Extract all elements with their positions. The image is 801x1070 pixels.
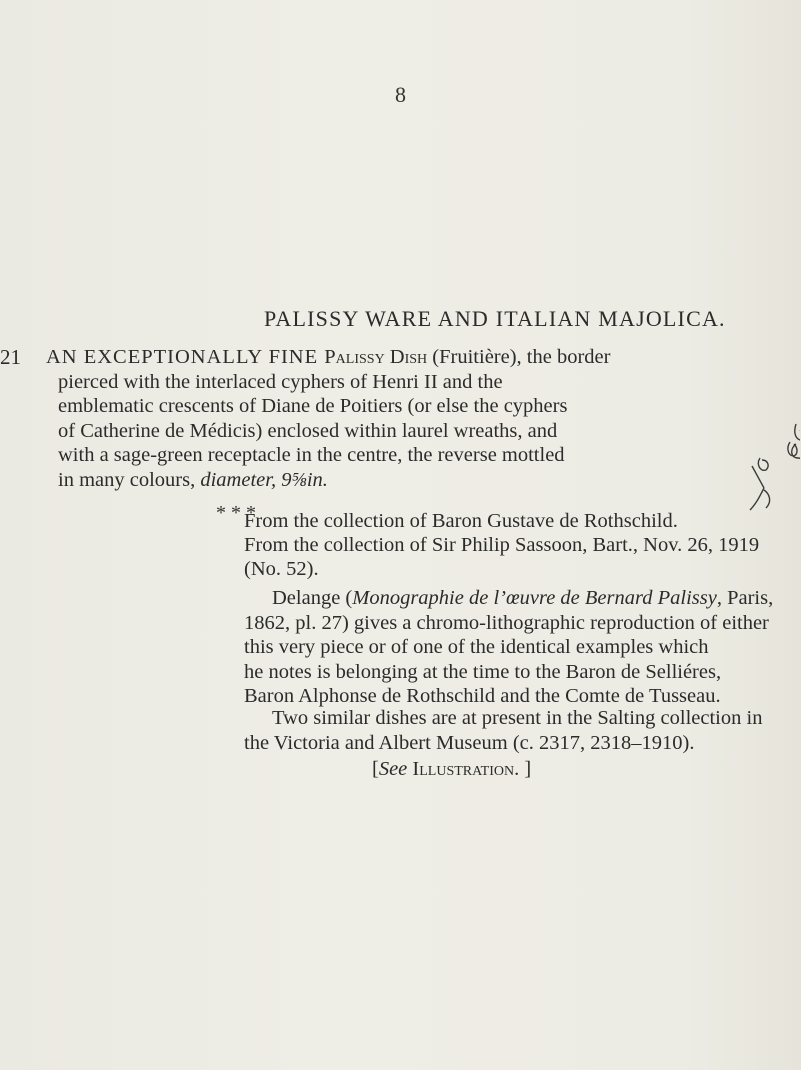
lot-number: 21 [0,345,21,369]
lot-heading: AN EXCEPTIONALLY FINE [46,346,325,368]
paragraph-text: , Paris, [716,587,774,609]
lot-line: with a sage-green receptacle in the centre, the reverse mottled [58,444,565,466]
paragraph-line: he notes is belonging at the time to the Baron de Selliéres, [244,660,722,683]
bracket-close: ] [524,758,532,780]
lot-line: pierced with the interlaced cyphers of Henri II and the [58,370,503,393]
illustration-label: Illustration. [412,758,520,780]
lot-diameter: diameter, 9⅝in. [200,468,328,491]
lot-item-name: Palissy Dish [324,346,428,368]
lot-description [46,345,736,492]
handwritten-annotation [660,400,800,540]
paragraph-line: this very piece or of one of the identical examples which [244,636,709,658]
paragraph-line [244,586,774,611]
book-title: Monographie de l’œuvre de Bernard Palissy [352,587,717,609]
paragraph-line: Two similar dishes are at present in the Salting collection in [272,707,763,729]
paragraph-delange [244,586,774,709]
lot-colours: in many colours, [58,468,201,491]
provenance-line-1: From the collection of Baron Gustave de Rothschild. [244,510,678,532]
provenance-line-3: (No. 52). [244,558,319,580]
page-number: 8 [395,82,406,107]
paragraph-text: Delange ( [272,587,353,609]
provenance-line-2: From the collection of Sir Philip Sassoon, Bart., Nov. 26, 1919 [244,534,760,556]
paragraph-line: 1862, pl. 27) gives a chromo-lithographic reproduction of either [244,611,769,634]
paragraph-salting-collection [244,706,764,755]
asterisk-marker: * * * [216,502,256,524]
illustration-note [372,758,531,781]
bracket-open: [ [372,758,379,780]
lot-line [46,468,736,493]
section-title: PALISSY WARE AND ITALIAN MAJOLICA. [264,306,726,331]
lot-line: emblematic crescents of Diane de Poitiers (or else the cyphers [58,395,568,417]
lot-line [46,345,736,370]
paragraph-line: the Victoria and Albert Museum (c. 2317, 2318–1910). [244,731,695,754]
see-word: See [378,758,408,780]
paragraph-line: Baron Alphonse de Rothschild and the Comte de Tusseau. [244,685,721,707]
lot-item-detail: (Fruitière), the border [427,346,611,368]
lot-line: of Catherine de Médicis) enclosed within laurel wreaths, and [58,419,558,442]
